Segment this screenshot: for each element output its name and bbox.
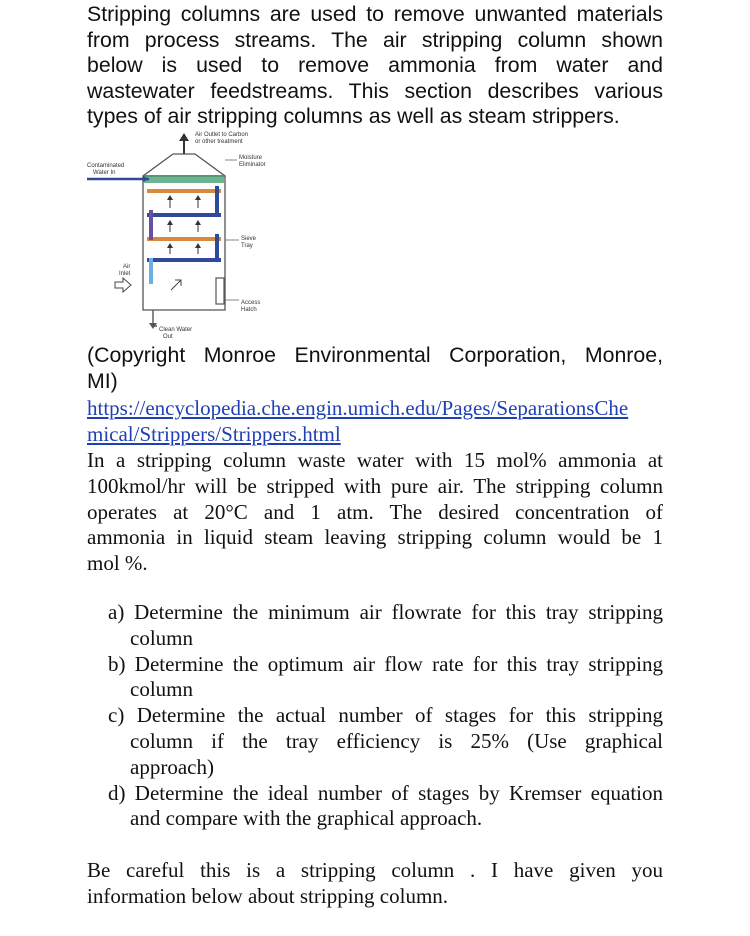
source-link-line[interactable]: https://encyclopedia.che.engin.umich.edu/Pages/SeparationsChe [87,396,629,420]
up-arrow-icon [195,243,201,254]
label-sieve-1: Sieve [241,236,257,242]
question-line: b) Determine the optimum air flow rate for this tray stripping [108,651,663,676]
label-sieve-2: Tray [241,243,253,249]
moisture-eliminator [144,175,224,183]
question-list [108,600,663,832]
label-air-outlet-1: Air Outlet to Carbon [195,132,249,138]
copyright-notice [87,343,663,394]
air-outlet-arrow-icon [179,133,189,154]
air-inlet-arrow-icon [115,278,131,292]
intro-line: wastewater feedstreams. This section describes various [87,78,663,103]
label-clean-2: Out [163,334,173,340]
label-contaminated-2: Water In [93,170,116,176]
question-line: approach) [130,754,214,779]
sieve-tray [147,213,221,217]
intro-line: types of air stripping columns as well as steam strippers. [87,104,620,128]
air-flow-arrows [167,195,201,254]
question-line: column if the tray efficiency is 25% (Use graphical [130,728,663,753]
intro-line: below is used to remove ammonia from water and [87,53,663,77]
label-air-inlet-1: Air [123,264,131,270]
up-arrow-icon [167,195,173,208]
intro-line: from process streams. The air stripping column shown [87,27,663,52]
label-air-outlet-2: or other treatment [195,139,243,145]
source-link[interactable] [87,396,663,447]
question-line: d) Determine the ideal number of stages by Kremser equation [108,780,663,805]
sieve-tray [147,237,221,241]
intro-line: Stripping columns are used to remove unwanted materials [87,2,663,26]
question-line: column [130,625,193,650]
sieve-trays [147,186,221,284]
intro-paragraph [87,2,663,130]
label-access-1: Access [241,300,261,306]
question-c [108,703,663,780]
careful-line: information below about stripping column. [87,883,449,908]
label-moisture-2: Eliminator [239,162,266,168]
label-moisture-1: Moisture [239,155,263,161]
careful-note [87,858,663,910]
label-contaminated-1: Contaminated [87,163,125,169]
question-a [108,600,663,652]
up-arrow-icon [167,243,173,254]
problem-line: 100kmol/hr will be stripped with pure air. The stripping column [87,473,663,498]
access-hatch [216,278,224,304]
problem-statement [87,448,663,577]
problem-line: ammonia in liquid steam leaving stripping column would be 1 [87,525,663,550]
question-line: and compare with the graphical approach. [130,806,483,831]
up-arrow-icon [195,220,201,232]
label-clean-1: Clean Water [159,327,193,333]
question-d [108,781,663,833]
problem-line: operates at 20°C and 1 atm. The desired concentration of [87,499,663,524]
label-air-inlet-2: Inlet [119,271,131,277]
air-flow-diagonal-icon [171,280,181,290]
question-line: column [130,677,193,702]
up-arrow-icon [195,195,201,208]
careful-line: Be careful this is a stripping column . I have given you [87,858,663,882]
air-stripping-column-diagram [85,128,275,344]
label-access-2: Hatch [241,307,257,313]
copyright-line: (Copyright Monroe Environmental Corporation, Monroe, [87,343,663,367]
question-b [108,652,663,704]
question-line: a) Determine the minimum air flowrate for this tray stripping [108,600,663,624]
problem-line: mol %. [87,551,148,576]
question-line: c) Determine the actual number of stages for this stripping [108,703,663,728]
up-arrow-icon [167,220,173,232]
source-link-line[interactable]: mical/Strippers/Strippers.html [87,421,341,446]
copyright-line: MI) [87,368,118,393]
problem-line: In a stripping column waste water with 15 mol% ammonia at [87,448,663,472]
sieve-tray [147,189,221,193]
sieve-tray [147,258,221,262]
